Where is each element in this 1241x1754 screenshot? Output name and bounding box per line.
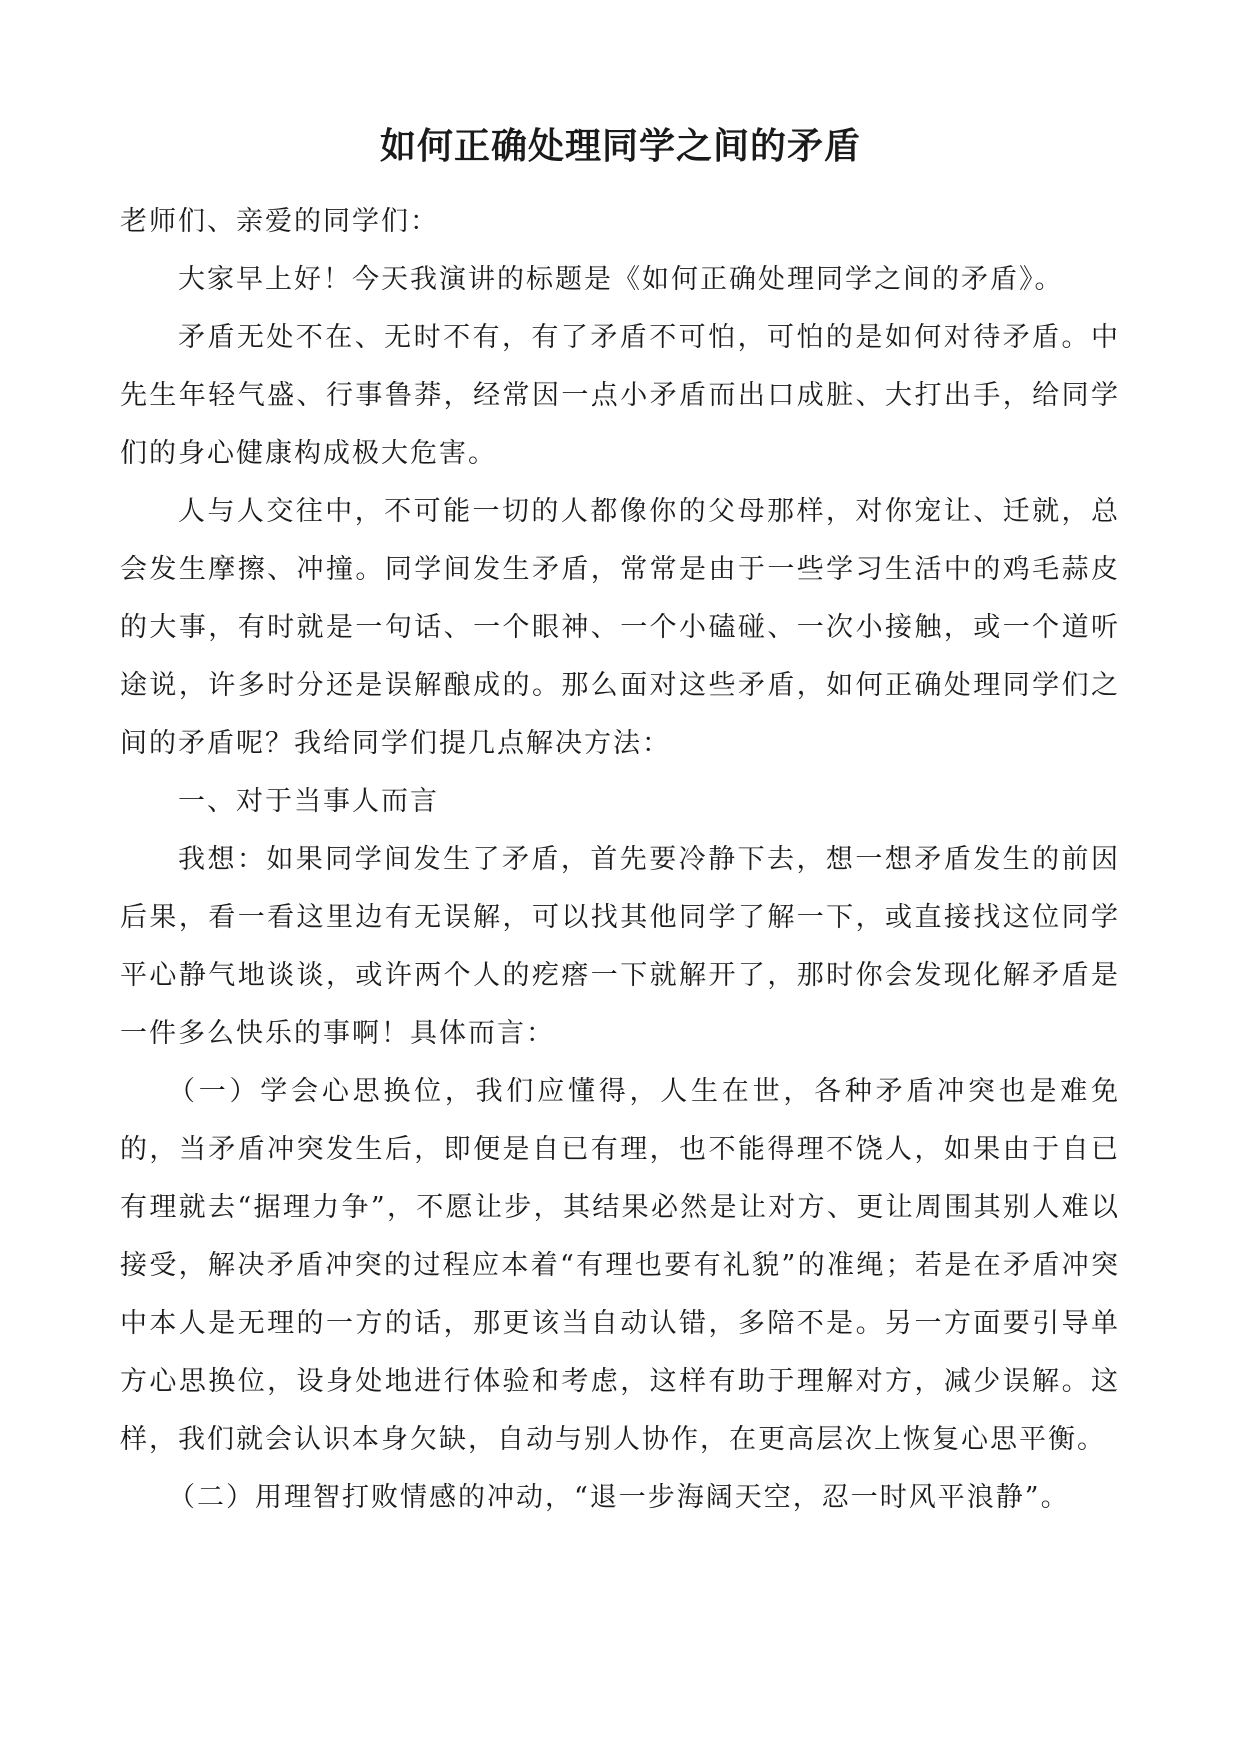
paragraph-greeting: 大家早上好！今天我演讲的标题是《如何正确处理同学之间的矛盾》。: [178, 264, 1064, 295]
salutation: 老师们、亲爱的同学们：: [120, 206, 439, 237]
document-title: 如何正确处理同学之间的矛盾: [379, 125, 861, 167]
paragraph-interaction: 人与人交往中，不可能一切的人都像你的父母那样，对你宠让、迁就，总会发生摩擦、冲撞。同学间发生矛盾，常常是由于一些学习生活中的鸡毛蒜皮的大事，有时就是一句话、一个眼神、一个小磕碰、一次小接触，或一个道听途说，许多时分还是误解酿成的。那么面对这些矛盾，如何正确处理同学们之间的矛盾呢？我给同学们提几点解决方法：: [120, 496, 1120, 759]
paragraph-empathy: （一）学会心思换位，我们应懂得，人生在世，各种矛盾冲突也是难免的，当矛盾冲突发生后，即便是自已有理，也不能得理不饶人，如果由于自已有理就去“据理力争”，不愿让步，其结果必然是让对方、更让周围其别人难以接受，解决矛盾冲突的过程应本着“有理也要有礼貌”的准绳；若是在矛盾冲突中本人是无理的一方的话，那更该当自动认错，多陪不是。另一方面要引导单方心思换位，设身处地进行体验和考虑，这样有助于理解对方，减少误解。这样，我们就会认识本身欠缺，自动与别人协作，在更高层次上恢复心思平衡。: [120, 1076, 1120, 1455]
paragraph-calm-down: 我想：如果同学间发生了矛盾，首先要冷静下去，想一想矛盾发生的前因后果，看一看这里边有无误解，可以找其他同学了解一下，或直接找这位同学平心静气地谈谈，或许两个人的疙瘩一下就解开了，那时你会发现化解矛盾是一件多么快乐的事啊！具体而言：: [120, 844, 1120, 1049]
paragraph-reason: （二）用理智打败情感的冲动，“退一步海阔天空，忍一时风平浪静”。: [168, 1482, 1070, 1513]
document-body: [120, 193, 1120, 1527]
section-heading-parties: 一、对于当事人而言: [178, 786, 439, 817]
paragraph-contradiction-intro: 矛盾无处不在、无时不有，有了矛盾不可怕，可怕的是如何对待矛盾。中先生年轻气盛、行事鲁莽，经常因一点小矛盾而出口成脏、大打出手，给同学们的身心健康构成极大危害。: [120, 322, 1120, 469]
